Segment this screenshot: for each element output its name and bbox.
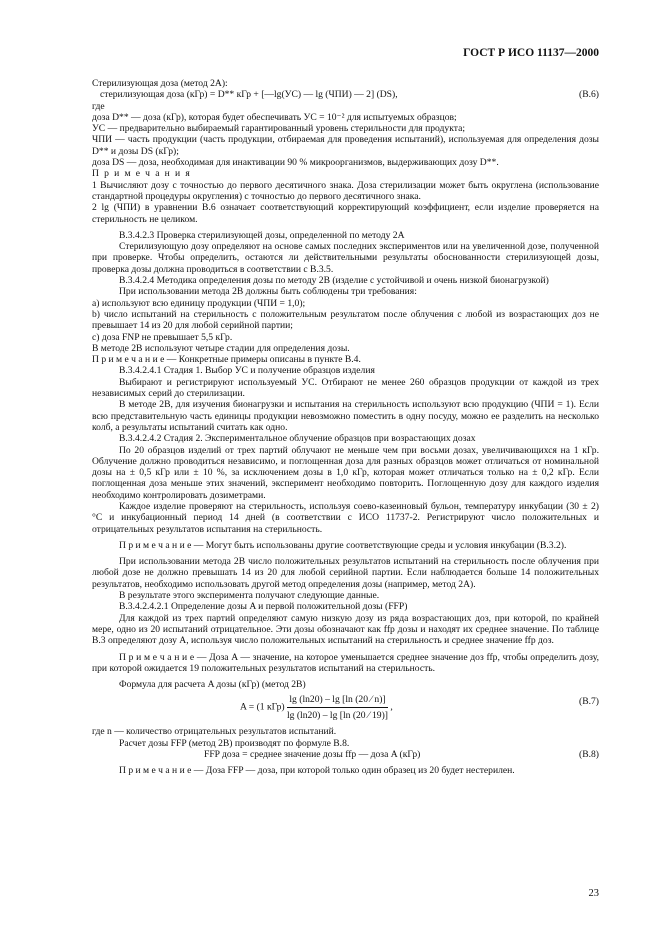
fraction-denominator: lg (ln20) – lg [ln (20 ⁄ 19)] (287, 709, 388, 721)
line: где (92, 100, 105, 112)
page-number: 23 (588, 887, 599, 899)
paragraph: В результате этого эксперимента получают следующие данные. (119, 590, 380, 602)
section-heading: В.3.4.2.4.1 Стадия 1. Выбор УС и получение образцов изделия (119, 365, 375, 377)
line: доза D** — доза (кГр), которая будет обеспечивать УС = 10⁻² для испытуемых образцов; (92, 111, 457, 123)
formula-lhs: A = (1 кГр) (240, 701, 285, 713)
line: ЧПИ — часть продукции (часть продукции, отбираемая для проведения испытаний), используемая для определения дозы D** и дозы DS (кГр); (92, 134, 599, 157)
line: Стерилизующая доза (метод 2А): (92, 78, 228, 89)
paragraph: В методе 2В используют четыре стадии для определения дозы. (92, 342, 350, 354)
note: П р и м е ч а н и е — Доза A — значение, на которое уменьшается среднее значение доз ffp, чтобы определить дозу, при которой ожидается 19 положительных результатов испытаний на стерильность. (92, 651, 599, 674)
paragraph: Формула для расчета A дозы (кГр) (метод 2В) (119, 679, 306, 691)
formula-text: стерилизующая доза (кГр) = D** кГр + [—lg(УС) — lg (ЧПИ) — 2] (DS), (100, 89, 398, 101)
section-heading: В.3.4.2.4 Методика определения дозы по методу 2В (изделие с устойчивой и очень низкой бионагрузкой) (119, 275, 549, 287)
list-item: с) доза FNP не превышает 5,5 кГр. (92, 331, 233, 343)
notes-heading: П р и м е ч а н и я (92, 168, 192, 180)
paragraph: Стерилизующую дозу определяют на основе самых последних экспериментов или на увеличенной дозе, полученной при проверке. Чтобы определить, остаются ли действительными результаты обоснованности стерилизующей дозы, проверка дозы должна проводиться в соответствии с В.3.5. (92, 241, 599, 275)
formula-b6 (92, 89, 599, 100)
note: П р и м е ч а н и е — Конкретные примеры описаны в пункте В.4. (92, 354, 361, 366)
note: П р и м е ч а н и е — Доза FFP — доза, при которой только один образец из 20 будет нестерилен. (119, 765, 515, 777)
list-item: b) число испытаний на стерильность с положительным результатом после облучения с любой из возрастающих доз не превышает 14 из 20 для любой серийной партии; (92, 308, 599, 332)
formula-number: (В.7) (579, 696, 599, 708)
note: 1 Вычисляют дозу с точностью до первого десятичного знака. Доза стерилизации может быть округлена (использование стандартной процедуры округления) с точностью до первого десятичного знака. (92, 179, 599, 202)
list-item: а) используют всю единицу продукции (ЧПИ = 1,0); (92, 297, 306, 309)
paragraph: Для каждой из трех партий определяют самую низкую дозу из ряда возрастающих доз, при которой, по крайней мере, одно из 20 испытаний отрицательное. Эти дозы обозначают как ffp дозы и находят их среднее значение. По таблице В.3 определяют дозу A, используя число положительных испытаний на стерильность и среднее значение ffp доз. (92, 612, 599, 647)
paragraph: Расчет дозы FFP (метод 2В) производят по формуле В.8. (119, 737, 350, 749)
paragraph: Каждое изделие проверяют на стерильность, используя соево-казеиновый бульон, температуру инкубации (30 ± 2) °С и инкубационный период 14 дней (в соответствии с ИСО 11737-2. Регистрируют число положительных и отрицательных результатов испытания на стерильность. (92, 500, 599, 535)
line: где n — количество отрицательных результатов испытаний. (92, 726, 337, 738)
paragraph: При использовании метода 2В должны быть соблюдены три требования: (119, 286, 417, 298)
formula-b7: A = (1 кГр) $\frac{\lg (\ln 20) - \lg [\ln (20 ⁄ n)]}{\lg (\ln 20) - \lg [\ln (20 ⁄ 19)]}$ , (В.7) (240, 694, 599, 721)
section-heading: В.3.4.2.4.2 Стадия 2. Экспериментальное облучение образцов при возрастающих дозах (119, 433, 476, 445)
fraction-numerator: lg (ln20) – lg [ln (20 ⁄ n)] (287, 694, 388, 707)
paragraph: При использовании метода 2В число положительных результатов испытаний на стерильность после облучения при любой дозе не должно превышать 14 из 20 для любой серийной партии. Если наблюдается больше 14 положительных результатов, необходимо использовать другой метод определения дозы (например, метод 2А). (92, 556, 599, 590)
standard-header: ГОСТ Р ИСО 11137—2000 (463, 47, 599, 59)
line: доза DS — доза, необходимая для инактивации 90 % микроорганизмов, выдерживающих дозу D**. (92, 157, 499, 169)
line: УС — предварительно выбираемый гарантированный уровень стерильности для продукта; (92, 123, 465, 135)
section-heading: В.3.4.2.3 Проверка стерилизующей дозы, определенной по методу 2А (119, 229, 405, 241)
note: П р и м е ч а н и е — Могут быть использованы другие соответствующие среды и условия инкубации (В.3.2). (119, 539, 567, 551)
formula-number: (В.6) (579, 89, 599, 101)
paragraph: По 20 образцов изделий от трех партий облучают не меньше чем при восьми дозах, увеличивающихся на 1 кГр. Облучение должно проводиться независимо, и поглощенная доза для разных образцов может отличаться от номинальной дозы на ± 0,5 кГр или ± 10 %, за исключением дозы в 1,0 кГр, которая может отличаться только на ± 0,2 кГр. Если поглощенная доза меньше этих значений, эксперимент необходимо повторить. Поглощенную дозу для каждого изделия необходимо контролировать дозиметрами. (92, 444, 599, 501)
paragraph: Выбирают и регистрируют используемый УС. Отбирают не менее 260 образцов продукции от каждой из трех независимых серий до стерилизации. (92, 376, 599, 400)
formula-b8 (92, 749, 599, 760)
body-text (92, 78, 599, 777)
paragraph: В методе 2В, для изучения бионагрузки и испытания на стерильность используют всю продукцию (ЧПИ = 1). Если всю представительную часть единицы продукции невозможно поместить в одну посуду, можно ее разделить на несколько колб, а результаты испытаний считать как одно. (92, 399, 599, 433)
fraction (287, 694, 388, 721)
formula-number: (В.8) (579, 749, 599, 761)
formula-text: FFP доза = среднее значение дозы ffp — доза A (кГр) (204, 749, 421, 761)
section-heading: В.3.4.2.4.2.1 Определение дозы A и первой положительной дозы (FFP) (119, 601, 408, 613)
note: 2 lg (ЧПИ) в уравнении В.6 означает соответствующий корректирующий коэффициент, если изделие проверяется на стерильность не целиком. (92, 202, 599, 225)
